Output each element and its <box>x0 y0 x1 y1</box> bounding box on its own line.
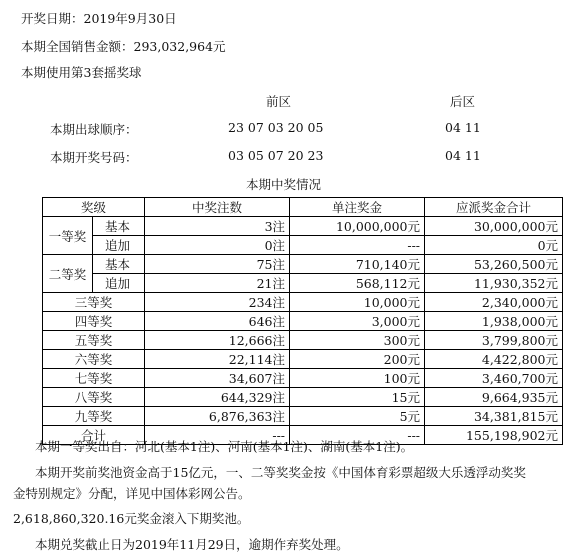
sum-count: --- <box>145 426 290 445</box>
total-prize: 1,938,000元 <box>425 312 563 331</box>
table-title: 本期中奖情况 <box>246 177 322 192</box>
draw-order-label: 本期出球顺序： <box>50 122 138 137</box>
front-zone-label: 前区 <box>266 94 292 109</box>
draw-date: 开奖日期：2019年9月30日 <box>21 11 177 26</box>
winner-count: 34,607注 <box>145 369 290 388</box>
table-row <box>43 217 563 236</box>
ball-set: 本期使用第3套摇奖球 <box>21 65 142 80</box>
prize-level: 九等奖 <box>43 407 145 426</box>
back-zone-label: 后区 <box>450 94 476 109</box>
single-prize: 200元 <box>290 350 425 369</box>
prize-level: 一等奖 <box>43 217 93 255</box>
table-header-row <box>43 198 563 217</box>
single-prize: 100元 <box>290 369 425 388</box>
single-prize: 3,000元 <box>290 312 425 331</box>
prize-table <box>42 197 563 445</box>
winner-count: 234注 <box>145 293 290 312</box>
prize-level: 三等奖 <box>43 293 145 312</box>
single-prize: 710,140元 <box>290 255 425 274</box>
total-prize: 9,664,935元 <box>425 388 563 407</box>
single-prize: 10,000元 <box>290 293 425 312</box>
winner-count: 21注 <box>145 274 290 293</box>
table-row <box>43 407 563 426</box>
prize-sublevel: 基本 <box>93 255 145 274</box>
prize-level: 五等奖 <box>43 331 145 350</box>
total-prize: 30,000,000元 <box>425 217 563 236</box>
total-prize: 3,460,700元 <box>425 369 563 388</box>
single-prize: 5元 <box>290 407 425 426</box>
winner-count: 3注 <box>145 217 290 236</box>
prize-level: 七等奖 <box>43 369 145 388</box>
draw-order-front: 23 07 03 20 05 <box>228 120 324 135</box>
table-row <box>43 236 563 255</box>
table-row <box>43 274 563 293</box>
table-row <box>43 350 563 369</box>
prize-sublevel: 追加 <box>93 236 145 255</box>
header-prize: 单注奖金 <box>290 198 425 217</box>
single-prize: --- <box>290 236 425 255</box>
sales-amount: 本期全国销售金额：293,032,964元 <box>21 39 226 54</box>
prize-sublevel: 追加 <box>93 274 145 293</box>
single-prize: 10,000,000元 <box>290 217 425 236</box>
winner-count: 12,666注 <box>145 331 290 350</box>
table-row <box>43 293 563 312</box>
pool-rule-line2: 金特别规定》分配，详见中国体彩网公告。 <box>13 486 251 501</box>
total-prize: 3,799,800元 <box>425 331 563 350</box>
pool-rule-line1: 本期开奖前奖池资金高于15亿元，一、二等奖奖金按《中国体育彩票超级大乐透浮动奖奖 <box>35 465 526 480</box>
prize-level: 六等奖 <box>43 350 145 369</box>
table-row <box>43 255 563 274</box>
table-row <box>43 312 563 331</box>
total-prize: 11,930,352元 <box>425 274 563 293</box>
header-count: 中奖注数 <box>145 198 290 217</box>
rollover-amount: 2,618,860,320.16元奖金滚入下期奖池。 <box>13 511 250 526</box>
single-prize: 300元 <box>290 331 425 350</box>
winning-numbers-back: 04 11 <box>445 148 481 163</box>
single-prize: 15元 <box>290 388 425 407</box>
winning-numbers-label: 本期开奖号码： <box>50 150 138 165</box>
total-prize: 4,422,800元 <box>425 350 563 369</box>
total-prize: 2,340,000元 <box>425 293 563 312</box>
claim-deadline: 本期兑奖截止日为2019年11月29日，逾期作弃奖处理。 <box>35 537 349 552</box>
winner-count: 646注 <box>145 312 290 331</box>
first-prize-origin: 本期一等奖出自：河北(基本1注)、河南(基本1注)、湖南(基本1注)。 <box>35 439 414 454</box>
prize-level: 四等奖 <box>43 312 145 331</box>
winning-numbers-front: 03 05 07 20 23 <box>228 148 324 163</box>
table-row <box>43 388 563 407</box>
winner-count: 644,329注 <box>145 388 290 407</box>
sum-total: 155,198,902元 <box>425 426 563 445</box>
header-level: 奖级 <box>43 198 145 217</box>
total-prize: 34,381,815元 <box>425 407 563 426</box>
table-row <box>43 331 563 350</box>
winner-count: 22,114注 <box>145 350 290 369</box>
sum-prize: --- <box>290 426 425 445</box>
prize-level: 二等奖 <box>43 255 93 293</box>
winner-count: 6,876,363注 <box>145 407 290 426</box>
single-prize: 568,112元 <box>290 274 425 293</box>
total-prize: 53,260,500元 <box>425 255 563 274</box>
table-row <box>43 369 563 388</box>
total-prize: 0元 <box>425 236 563 255</box>
sum-label: 合计 <box>43 426 145 445</box>
header-total: 应派奖金合计 <box>425 198 563 217</box>
draw-order-back: 04 11 <box>445 120 481 135</box>
winner-count: 0注 <box>145 236 290 255</box>
winner-count: 75注 <box>145 255 290 274</box>
prize-sublevel: 基本 <box>93 217 145 236</box>
prize-level: 八等奖 <box>43 388 145 407</box>
